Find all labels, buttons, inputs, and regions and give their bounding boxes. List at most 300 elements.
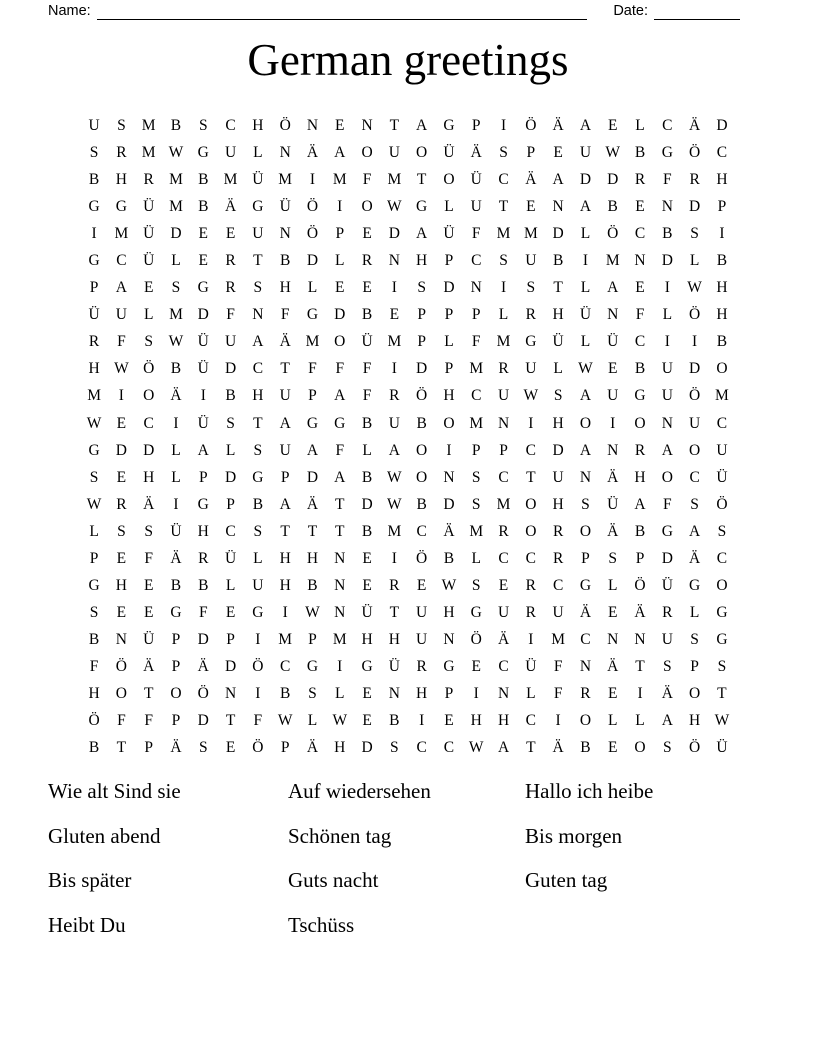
grid-cell: A — [552, 171, 564, 189]
grid-cell: B — [662, 225, 673, 243]
grid-cell: N — [661, 414, 673, 432]
page-title: German greetings — [247, 35, 569, 85]
grid-cell: Ü — [197, 360, 209, 378]
grid-cell: Ü — [170, 522, 182, 540]
grid-cell: H — [306, 549, 319, 567]
grid-cell: Ä — [224, 198, 237, 216]
grid-cell: N — [634, 630, 646, 648]
grid-cell: S — [663, 657, 672, 675]
grid-cell: G — [88, 441, 100, 459]
grid-cell: A — [579, 198, 592, 216]
grid-cell: G — [525, 333, 537, 351]
grid-cell: M — [469, 522, 484, 540]
grid-cell: H — [252, 117, 264, 134]
grid-cell: T — [717, 684, 727, 702]
grid-cell: B — [716, 252, 728, 270]
grid-cell: T — [389, 117, 400, 134]
grid-cell: R — [498, 522, 509, 540]
grid-cell: U — [689, 414, 701, 432]
grid-cell: Ä — [689, 549, 701, 567]
grid-cell: R — [389, 576, 400, 594]
word-list-item: Bis später — [48, 868, 132, 892]
grid-cell: B — [225, 387, 236, 405]
grid-cell: N — [115, 630, 127, 648]
grid-cell: E — [607, 739, 618, 757]
grid-cell: C — [716, 549, 728, 567]
grid-cell: M — [223, 171, 238, 189]
grid-cell: I — [200, 387, 206, 405]
grid-cell: C — [279, 657, 291, 675]
grid-cell: W — [168, 333, 184, 351]
grid-cell: R — [116, 495, 127, 513]
grid-cell: Ä — [143, 657, 155, 675]
grid-cell: Ü — [143, 225, 155, 243]
grid-cell: L — [171, 252, 181, 270]
grid-cell: I — [391, 360, 397, 378]
grid-cell: C — [525, 712, 536, 730]
grid-cell: B — [361, 468, 373, 486]
grid-cell: H — [470, 712, 482, 730]
grid-cell: P — [635, 549, 645, 567]
grid-cell: O — [716, 576, 728, 594]
grid-cell: R — [662, 603, 673, 621]
grid-cell: D — [361, 739, 373, 757]
grid-cell: N — [470, 279, 482, 297]
grid-cell: Ö — [689, 387, 701, 405]
grid-cell: C — [716, 144, 728, 162]
grid-cell: M — [278, 171, 293, 189]
grid-cell: Ö — [197, 684, 209, 702]
grid-cell: U — [388, 414, 400, 432]
grid-cell: R — [634, 171, 646, 189]
grid-cell: Ü — [361, 333, 373, 351]
grid-cell: G — [443, 117, 455, 134]
grid-cell: Ä — [170, 739, 182, 757]
grid-cell: L — [607, 576, 618, 594]
grid-cell: S — [471, 468, 481, 486]
grid-cell: B — [634, 360, 646, 378]
grid-cell: U — [252, 225, 264, 243]
grid-cell: H — [416, 252, 428, 270]
grid-cell: S — [526, 279, 536, 297]
grid-cell: W — [86, 414, 102, 432]
grid-cell: B — [252, 495, 264, 513]
grid-cell: B — [416, 495, 427, 513]
grid-cell: E — [362, 712, 372, 730]
grid-cell: N — [497, 414, 510, 432]
grid-cell: Ü — [470, 171, 482, 189]
grid-cell: A — [661, 441, 673, 459]
grid-cell: Ö — [88, 712, 100, 730]
grid-cell: R — [689, 171, 700, 189]
grid-cell: P — [581, 549, 590, 567]
grid-cell: B — [170, 117, 182, 134]
grid-cell: S — [471, 576, 481, 594]
grid-cell: N — [607, 630, 619, 648]
grid-cell: P — [198, 468, 208, 486]
grid-cell: Ö — [525, 117, 537, 134]
grid-cell: Ö — [306, 225, 319, 243]
grid-cell: O — [525, 522, 537, 540]
date-blank-line — [654, 4, 740, 20]
grid-cell: I — [309, 171, 316, 189]
grid-cell: C — [689, 468, 700, 486]
grid-cell: A — [579, 387, 592, 405]
grid-cell: Ä — [634, 603, 646, 621]
grid-cell: E — [362, 576, 372, 594]
grid-cell: R — [361, 252, 373, 270]
grid-cell: F — [117, 712, 126, 730]
grid-cell: R — [389, 387, 400, 405]
grid-cell: E — [116, 549, 127, 567]
grid-cell: O — [716, 360, 728, 378]
grid-cell: B — [170, 576, 182, 594]
grid-cell: B — [279, 252, 291, 270]
grid-cell: F — [553, 684, 563, 702]
grid-cell: B — [634, 144, 646, 162]
grid-cell: W — [168, 144, 184, 162]
grid-cell: R — [634, 441, 646, 459]
grid-cell: G — [88, 252, 100, 270]
grid-cell: H — [388, 630, 400, 648]
grid-cell: L — [498, 306, 509, 324]
grid-cell: G — [443, 657, 455, 675]
grid-cell: L — [225, 576, 236, 594]
grid-cell: O — [115, 684, 127, 702]
grid-cell: U — [552, 468, 564, 486]
grid-cell: G — [306, 414, 319, 432]
grid-cell: A — [634, 495, 646, 513]
grid-cell: N — [224, 684, 237, 702]
grid-cell: N — [279, 144, 291, 162]
grid-cell: M — [278, 630, 293, 648]
grid-cell: T — [307, 522, 318, 540]
grid-cell: W — [332, 712, 348, 730]
grid-cell: F — [198, 603, 208, 621]
grid-cell: Ö — [634, 576, 646, 594]
grid-cell: E — [607, 684, 618, 702]
grid-cell: E — [526, 198, 536, 216]
grid-cell: S — [198, 739, 208, 757]
grid-cell: C — [662, 117, 673, 134]
grid-cell: Ü — [443, 225, 455, 243]
grid-cell: S — [690, 630, 699, 648]
grid-cell: Ü — [252, 171, 264, 189]
grid-cell: C — [116, 252, 127, 270]
grid-cell: E — [198, 252, 208, 270]
grid-cell: F — [117, 333, 126, 351]
grid-cell: F — [362, 387, 372, 405]
grid-cell: L — [307, 279, 318, 297]
grid-cell: E — [607, 603, 618, 621]
grid-cell: Ä — [689, 117, 701, 134]
grid-cell: E — [335, 117, 345, 134]
grid-cell: G — [306, 657, 319, 675]
grid-cell: Ü — [143, 630, 155, 648]
grid-cell: L — [307, 712, 318, 730]
grid-cell: M — [141, 117, 156, 134]
grid-cell: B — [198, 576, 209, 594]
grid-cell: E — [635, 279, 645, 297]
grid-cell: Ä — [607, 657, 619, 675]
grid-cell: H — [416, 684, 428, 702]
grid-cell: P — [280, 739, 290, 757]
grid-cell: H — [552, 414, 564, 432]
grid-cell: U — [525, 360, 537, 378]
grid-cell: M — [469, 414, 484, 432]
grid-cell: Ö — [689, 739, 701, 757]
grid-cell: O — [443, 414, 455, 432]
grid-cell: A — [607, 279, 619, 297]
grid-cell: H — [497, 712, 510, 730]
grid-cell: W — [305, 603, 320, 621]
grid-cell: I — [391, 279, 397, 297]
grid-cell: U — [279, 441, 291, 459]
grid-cell: B — [416, 414, 427, 432]
grid-cell: S — [117, 117, 126, 134]
grid-cell: E — [198, 225, 208, 243]
grid-cell: I — [337, 657, 343, 675]
grid-cell: D — [224, 468, 237, 486]
grid-cell: D — [334, 306, 346, 324]
grid-cell: I — [419, 712, 425, 730]
grid-cell: U — [416, 630, 428, 648]
grid-cell: S — [608, 549, 618, 567]
grid-cell: I — [473, 684, 479, 702]
grid-cell: U — [224, 333, 237, 351]
grid-cell: M — [523, 225, 538, 243]
grid-cell: E — [116, 468, 127, 486]
grid-cell: B — [361, 414, 373, 432]
grid-cell: W — [277, 712, 293, 730]
word-list-item: Bis morgen — [525, 823, 623, 848]
grid-cell: R — [580, 684, 591, 702]
grid-cell: H — [88, 684, 100, 702]
grid-cell: P — [308, 630, 317, 648]
grid-cell: I — [282, 603, 288, 621]
grid-cell: W — [387, 468, 402, 486]
grid-cell: A — [579, 441, 592, 459]
grid-cell: E — [389, 306, 400, 324]
grid-cell: C — [471, 252, 482, 270]
grid-cell: T — [526, 468, 536, 486]
grid-cell: S — [390, 739, 399, 757]
grid-cell: Ü — [607, 495, 619, 513]
grid-cell: P — [444, 306, 454, 324]
grid-cell: E — [225, 603, 236, 621]
grid-cell: A — [334, 468, 346, 486]
grid-cell: F — [335, 360, 345, 378]
header — [48, 2, 740, 20]
grid-cell: D — [197, 306, 209, 324]
grid-cell: L — [635, 117, 645, 134]
grid-cell: T — [526, 739, 536, 757]
grid-cell: H — [443, 387, 455, 405]
grid-cell: S — [663, 739, 672, 757]
grid-cell: T — [253, 414, 263, 432]
grid-cell: F — [280, 306, 290, 324]
grid-cell: M — [496, 225, 511, 243]
grid-cell: Ä — [279, 333, 291, 351]
grid-cell: M — [387, 171, 402, 189]
grid-cell: N — [388, 684, 400, 702]
grid-cell: H — [443, 603, 455, 621]
grid-cell: Ü — [716, 739, 728, 757]
grid-cell: Ü — [388, 657, 400, 675]
grid-cell: C — [416, 739, 427, 757]
grid-cell: D — [224, 360, 237, 378]
grid-cell: Ü — [197, 333, 209, 351]
grid-cell: P — [690, 657, 699, 675]
grid-cell: C — [143, 414, 154, 432]
grid-cell: D — [552, 441, 564, 459]
grid-cell: P — [499, 441, 508, 459]
grid-cell: T — [143, 684, 154, 702]
grid-cell: S — [253, 441, 263, 459]
grid-cell: C — [471, 387, 482, 405]
grid-cell: H — [716, 171, 728, 189]
grid-cell: W — [714, 712, 730, 730]
grid-cell: A — [279, 495, 291, 513]
grid-cell: H — [143, 468, 155, 486]
grid-cell: C — [498, 171, 509, 189]
grid-cell: U — [224, 144, 237, 162]
grid-cell: F — [253, 712, 263, 730]
grid-cell: A — [334, 144, 346, 162]
word-list — [48, 779, 776, 957]
grid-cell: A — [197, 441, 209, 459]
grid-cell: C — [580, 630, 591, 648]
grid-cell: D — [197, 712, 209, 730]
grid-cell: T — [498, 198, 509, 216]
grid-cell: T — [335, 495, 345, 513]
grid-cell: Ä — [552, 117, 564, 134]
name-blank-line — [97, 4, 588, 20]
grid-cell: F — [362, 360, 372, 378]
grid-cell: W — [605, 144, 621, 162]
grid-cell: F — [553, 657, 563, 675]
grid-cell: L — [553, 360, 563, 378]
grid-cell: Ö — [689, 306, 701, 324]
grid-cell: A — [661, 712, 673, 730]
grid-cell: Ä — [170, 549, 182, 567]
grid-cell: Ö — [252, 739, 264, 757]
grid-cell: R — [552, 522, 564, 540]
grid-cell: I — [255, 630, 261, 648]
grid-cell: N — [306, 117, 319, 134]
grid-cell: F — [144, 712, 153, 730]
word-search-grid — [80, 112, 735, 761]
grid-cell: M — [169, 171, 183, 189]
grid-cell: L — [225, 441, 236, 459]
grid-cell: S — [226, 414, 235, 432]
grid-cell: E — [635, 198, 645, 216]
grid-cell: T — [280, 360, 290, 378]
grid-cell: E — [143, 279, 154, 297]
grid-cell: O — [579, 522, 592, 540]
grid-cell: P — [335, 225, 345, 243]
grid-cell: Ü — [224, 549, 237, 567]
grid-cell: I — [391, 549, 397, 567]
grid-cell: F — [308, 360, 317, 378]
grid-cell: A — [252, 333, 264, 351]
grid-cell: S — [144, 522, 153, 540]
grid-cell: D — [306, 252, 319, 270]
grid-cell: B — [552, 252, 564, 270]
word-list-item: Guten tag — [525, 868, 608, 892]
grid-cell: Ä — [661, 684, 673, 702]
grid-cell: P — [444, 252, 454, 270]
grid-cell: Ö — [143, 360, 155, 378]
grid-cell: T — [416, 171, 427, 189]
grid-cell: C — [416, 522, 427, 540]
grid-cell: R — [525, 306, 536, 324]
grid-cell: E — [143, 603, 154, 621]
grid-cell: Ä — [525, 171, 537, 189]
grid-cell: D — [689, 198, 701, 216]
grid-cell: B — [198, 198, 209, 216]
grid-cell: O — [579, 414, 592, 432]
grid-cell: M — [141, 144, 156, 162]
grid-cell: E — [471, 657, 481, 675]
grid-cell: Ä — [143, 495, 155, 513]
grid-cell: N — [552, 198, 564, 216]
grid-cell: Ä — [170, 387, 182, 405]
grid-cell: C — [716, 414, 728, 432]
grid-cell: E — [607, 360, 618, 378]
grid-cell: N — [443, 468, 455, 486]
grid-cell: O — [525, 495, 537, 513]
grid-cell: L — [253, 144, 263, 162]
grid-cell: P — [444, 684, 454, 702]
grid-cell: L — [143, 306, 154, 324]
grid-cell: M — [332, 171, 347, 189]
grid-cell: D — [224, 657, 237, 675]
grid-cell: A — [388, 441, 400, 459]
grid-cell: L — [689, 603, 700, 621]
grid-cell: R — [552, 549, 564, 567]
grid-cell: S — [690, 495, 699, 513]
grid-cell: H — [88, 360, 100, 378]
grid-cell: A — [334, 387, 346, 405]
grid-cell: R — [525, 603, 536, 621]
grid-cell: L — [526, 684, 536, 702]
grid-cell: S — [417, 279, 426, 297]
grid-cell: N — [607, 441, 619, 459]
grid-cell: G — [634, 387, 646, 405]
grid-cell: F — [89, 657, 99, 675]
grid-cell: N — [334, 603, 346, 621]
grid-cell: Ü — [143, 198, 155, 216]
grid-cell: U — [661, 630, 673, 648]
grid-cell: Ä — [552, 739, 564, 757]
grid-cell: R — [225, 279, 236, 297]
grid-cell: G — [197, 279, 209, 297]
grid-cell: N — [334, 549, 346, 567]
grid-cell: P — [444, 360, 454, 378]
grid-cell: O — [416, 468, 428, 486]
grid-cell: R — [498, 360, 509, 378]
grid-cell: I — [637, 684, 643, 702]
grid-cell: F — [226, 306, 235, 324]
grid-cell: D — [716, 117, 728, 134]
grid-cell: I — [555, 712, 561, 730]
grid-cell: P — [717, 198, 727, 216]
grid-cell: W — [86, 495, 102, 513]
grid-cell: I — [692, 333, 698, 351]
grid-cell: O — [579, 712, 592, 730]
grid-cell: G — [197, 144, 209, 162]
